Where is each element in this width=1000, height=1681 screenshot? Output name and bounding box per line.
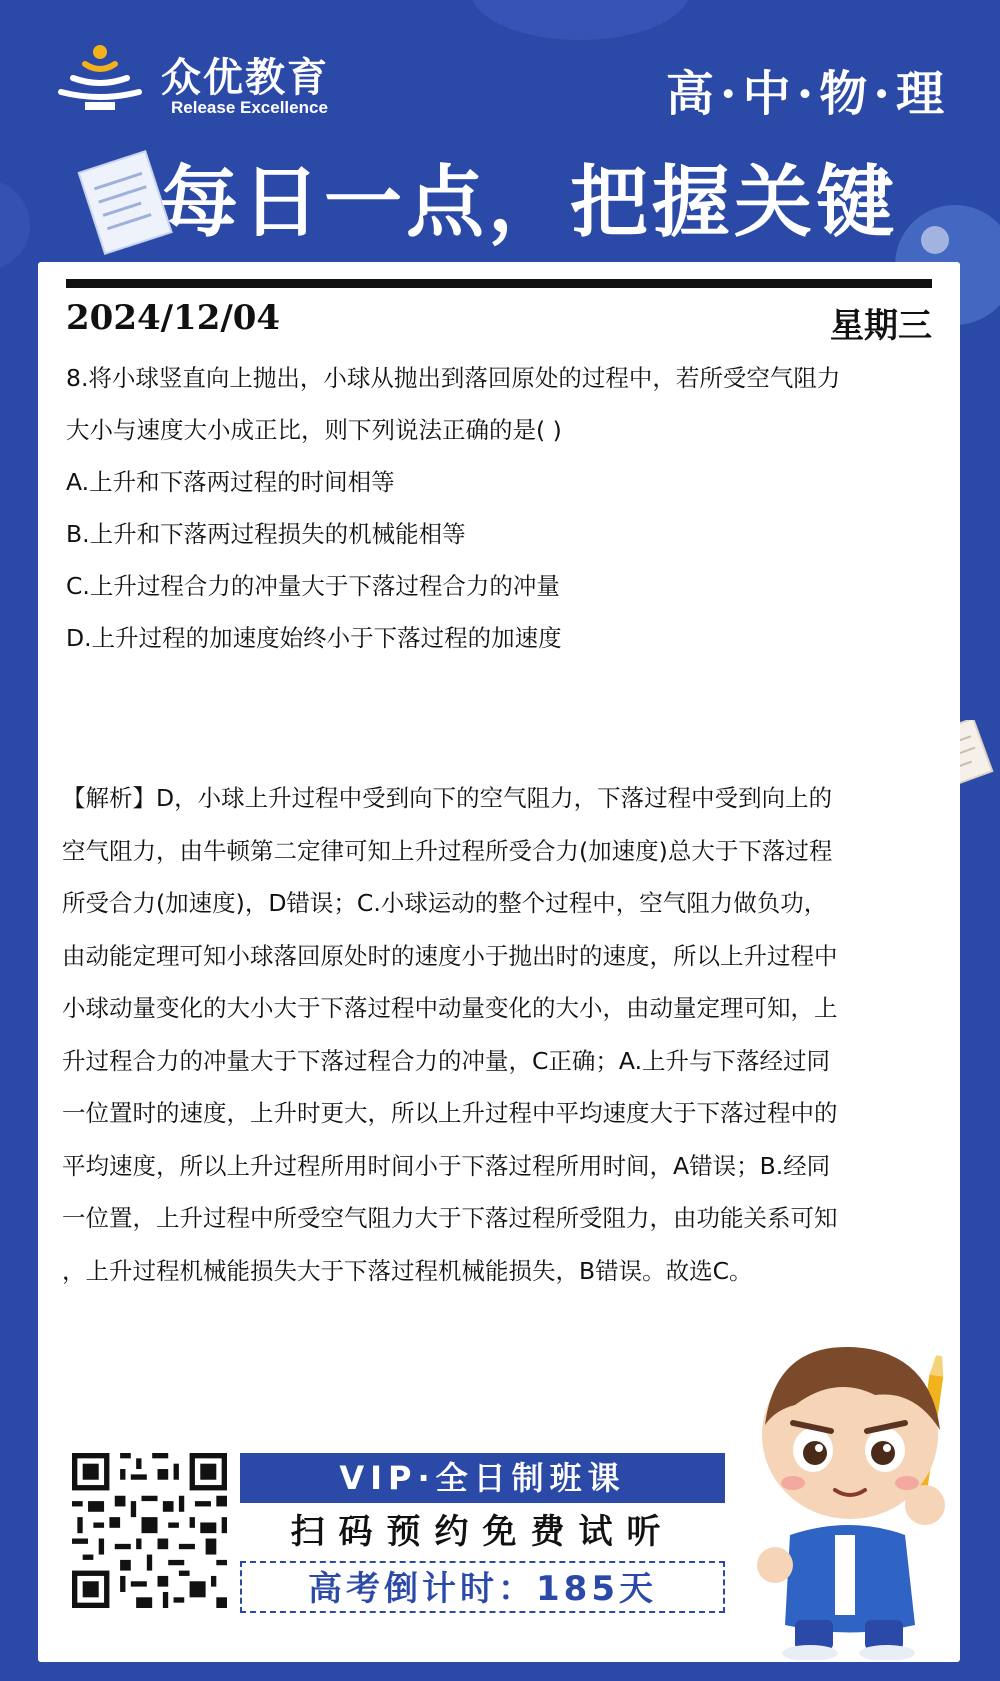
- analysis-line: 【解析】D，小球上升过程中受到向下的空气阻力，下落过程中受到向上的: [62, 784, 833, 812]
- slogan-title: 每日一点，把握关键: [160, 158, 899, 248]
- divider: [66, 279, 932, 288]
- analysis-line: 所受合力(加速度)，D错误；C.小球运动的整个过程中，空气阻力做负功，: [62, 889, 828, 917]
- date-label: 2024/12/04: [66, 298, 281, 338]
- subject-title: 高·中·物·理: [665, 66, 950, 122]
- analysis-line: 小球动量变化的大小大于下落过程中动量变化的大小，由动量定理可知，上: [62, 994, 838, 1022]
- background-circle: [0, 180, 30, 270]
- countdown-badge: 高考倒计时：185天: [240, 1561, 725, 1613]
- promo-panel: [240, 1453, 725, 1613]
- option-b: B.上升和下落两过程损失的机械能相等: [66, 520, 466, 548]
- analysis-block: [62, 772, 947, 1297]
- background-circle: [470, 0, 690, 40]
- analysis-line: 平均速度，所以上升过程所用时间小于下落过程所用时间，A错误；B.经同: [62, 1151, 831, 1180]
- brand-logo: [55, 42, 355, 122]
- call-to-action: 扫码预约免费试听: [290, 1512, 675, 1552]
- brand-name: 众优教育: [161, 55, 329, 101]
- course-banner: VIP·全日制班课: [240, 1453, 725, 1503]
- analysis-line: 空气阻力，由牛顿第二定律可知上升过程所受合力(加速度)总大于下落过程: [62, 836, 833, 865]
- analysis-line: 由动能定理可知小球落回原处时的速度小于抛出时的速度，所以上升过程中: [62, 941, 838, 970]
- analysis-line: 一位置，上升过程中所受空气阻力大于下落过程所受阻力，由功能关系可知: [62, 1204, 838, 1232]
- analysis-line: 升过程合力的冲量大于下落过程合力的冲量，C正确；A.上升与下落经过同: [62, 1046, 831, 1075]
- question-stem: 8.将小球竖直向上抛出，小球从抛出到落回原处的过程中，若所受空气阻力: [66, 364, 841, 392]
- option-d: D.上升过程的加速度始终小于下落过程的加速度: [66, 624, 562, 652]
- brand-tagline: Release Excellence: [171, 98, 328, 117]
- brand-logo-icon: [55, 42, 145, 114]
- question-stem: 大小与速度大小成正比，则下列说法正确的是( ): [66, 416, 562, 444]
- mascot-icon: [735, 1335, 965, 1660]
- option-c: C.上升过程合力的冲量大于下落过程合力的冲量: [66, 572, 560, 600]
- qr-code-icon[interactable]: [72, 1453, 227, 1608]
- question-block: [66, 352, 946, 664]
- weekday-label: 星期三: [830, 306, 932, 346]
- analysis-line: ，上升过程机械能损失大于下落过程机械能损失，B错误。故选C。: [62, 1256, 753, 1285]
- analysis-line: 一位置时的速度，上升时更大，所以上升过程中平均速度大于下落过程中的: [62, 1099, 838, 1127]
- option-a: A.上升和下落两过程的时间相等: [66, 468, 395, 496]
